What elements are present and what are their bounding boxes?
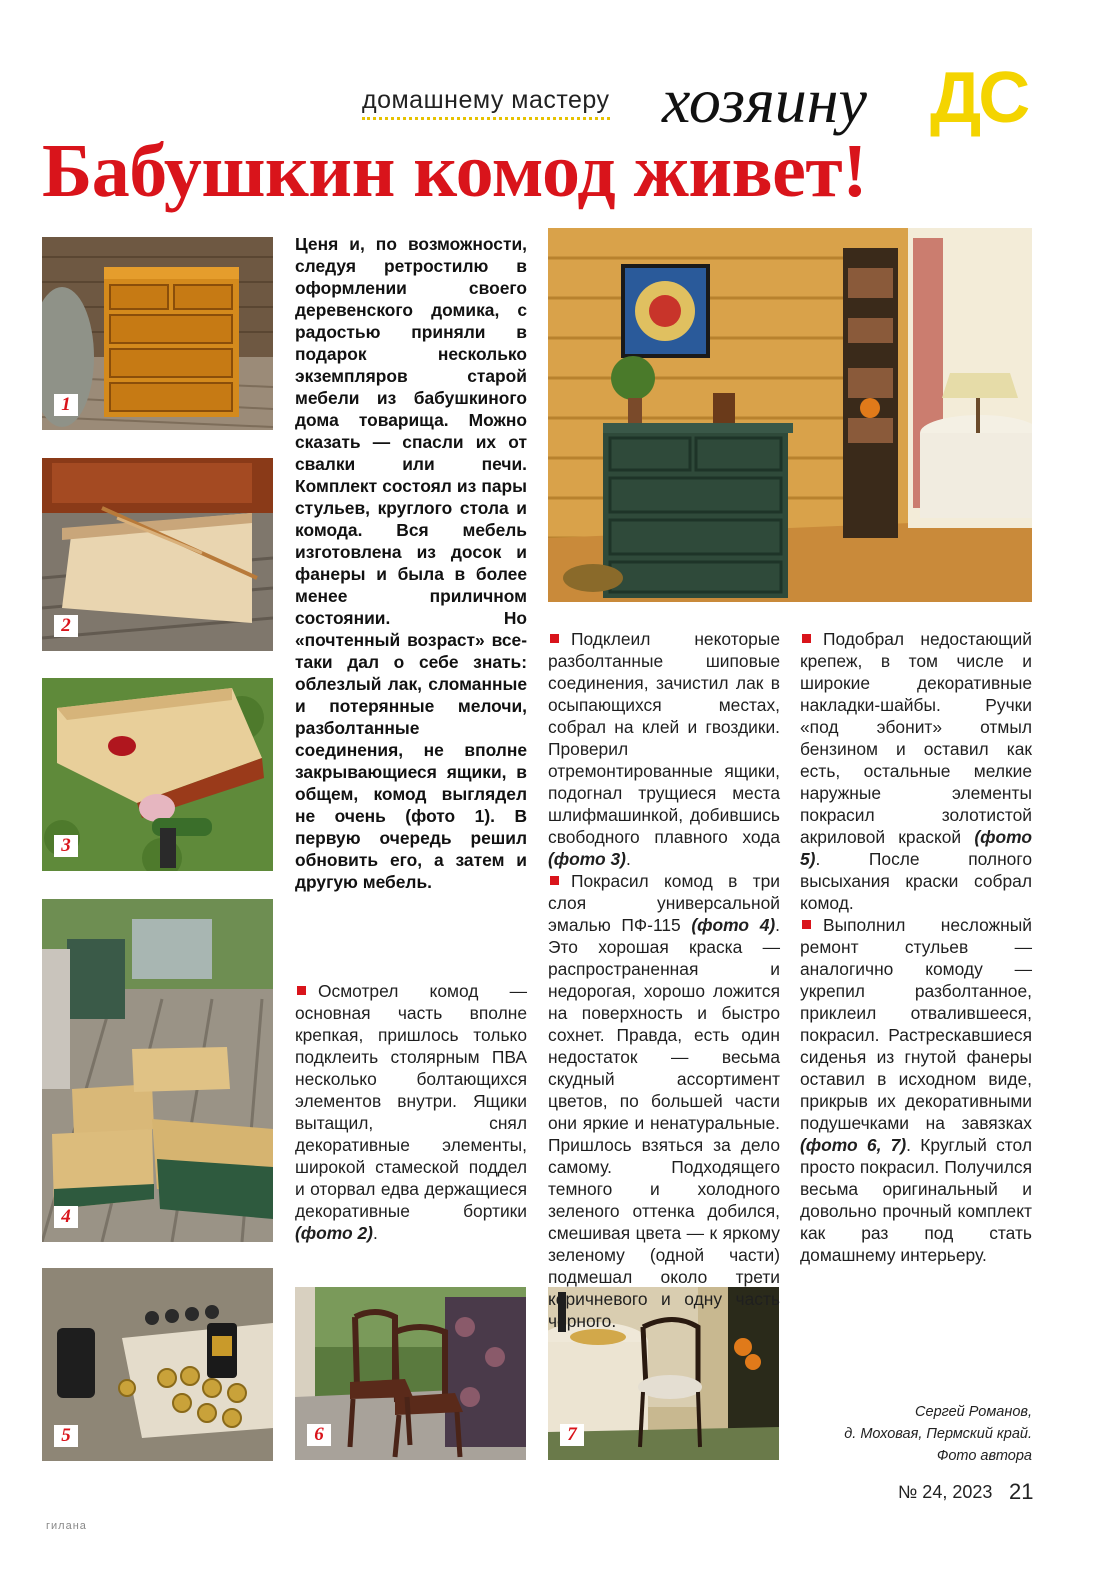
photo-number: 7: [560, 1424, 584, 1446]
photo-2: [42, 458, 273, 651]
photo-1: [42, 237, 273, 430]
author-credits: [800, 1401, 1032, 1467]
photo-4: [42, 899, 273, 1242]
paragraph-4: Подобрал недостающий крепеж, в том числе и широкие декоративные накладки-шайбы. Ручки «под эбонит» отмыл бензином и оставил как есть, остальные мелкие наружные элементы покрасил золотистой акриловой краской (фото 5). После полного высыхания краски собрал комод.: [800, 629, 1032, 913]
text-column-2: [548, 628, 780, 1332]
paragraph-3: Покрасил комод в три слоя универсальной эмалью ПФ-115 (фото 4). Это хорошая краска — распространенная и недорогая, хорошо ложится на поверхность и быстро сохнет. Правда, есть один недостаток — весьма скудный ассортимент цветов, по большей части они яркие и ненатуральные. Пришлось взяться за дело самому. Подходящего темного и холодного зеленого оттенка добился, смешивая цвета — к яркому зеленому (одной части) подмешал около трети коричневого и одну часть черного.: [548, 871, 780, 1331]
photo-number: 3: [54, 835, 78, 857]
paragraph-5: Выполнил несложный ремонт стульев — аналогично комоду — укрепил разболтанное, приклеил отвалившееся, покрасил. Растрескавшиеся сиденья из гнутой фанеры оставил в исходном виде, прикрыв их декоративными подушечками на завязках (фото 6, 7). Круглый стол просто покрасил. Получился весьма оригинальный и довольно прочный комплект как раз под стать домашнему интерьеру.: [800, 915, 1032, 1265]
article-title: Бабушкин комод живет!: [42, 129, 868, 213]
rubric-title: хозяину: [662, 65, 867, 136]
magazine-logo: ДС: [930, 58, 1028, 138]
photo-reference: (фото 6, 7): [800, 1135, 907, 1155]
bullet-square: [297, 986, 306, 995]
photo-credit: Фото автора: [936, 1448, 1032, 1464]
article-lead: Ценя и, по возможности, следуя ретростилю в оформлении своего деревенского домика, с радостью приняли в подарок несколько экземпляров старой мебели из бабушкиного дома товарища. Можно сказать — спасли их от свалки или печи. Комплект состоял из пары стульев, круглого стола и комода. Вся мебель изготовлена из досок и фанеры и была в более менее приличном состоянии. Но «почтенный возраст» все-таки дал о себе знать: облезлый лак, сломанные и потерянные мелочи, разболтанные соединения, не вполне закрывающиеся ящики, в общем, комод выглядел не очень (фото 1). В первую очередь решил обновить его, а затем и другую мебель.: [295, 234, 527, 892]
bullet-square: [802, 634, 811, 643]
main-photo-interior: [548, 228, 1032, 602]
issue-number: № 24, 2023: [898, 1482, 993, 1502]
watermark: гилана: [46, 1520, 87, 1532]
author-name: Сергей Романов,: [915, 1404, 1032, 1420]
author-place: д. Моховая, Пермский край.: [844, 1426, 1032, 1442]
photo-number: 1: [54, 394, 78, 416]
photo-reference: (фото 2): [295, 1223, 373, 1243]
photo-reference: (фото 4): [691, 915, 776, 935]
photo-number: 5: [54, 1425, 78, 1447]
text-column-3: [800, 628, 1032, 1266]
bullet-square: [550, 634, 559, 643]
photo-5: [42, 1268, 273, 1461]
paragraph-1: Осмотрел комод — основная часть вполне крепкая, пришлось только подклеить столярным ПВА несколько болтающихся элементов внутри. Ящики вытащил, снял декоративные элементы, широкой стамеской поддел и оторвал едва держащиеся декоративные бортики (фото 2).: [295, 981, 527, 1243]
photo-3: [42, 678, 273, 871]
photo-6: [295, 1287, 526, 1460]
photo-number: 6: [307, 1424, 331, 1446]
rubric-label: домашнему мастеру: [362, 86, 610, 120]
bullet-square: [550, 876, 559, 885]
page-number: 21: [1009, 1479, 1034, 1504]
text-column-1: [295, 980, 527, 1244]
photo-number: 4: [54, 1206, 78, 1228]
photo-number: 2: [54, 615, 78, 637]
bullet-square: [802, 920, 811, 929]
photo-reference: (фото 3): [548, 849, 626, 869]
paragraph-2: Подклеил некоторые разболтанные шиповые соединения, зачистил лак в осыпающихся местах, собрал на клей и гвоздики. Проверил отремонтированные ящики, подогнал трущиеся места шлифмашинкой, добившись свободного плавного хода (фото 3).: [548, 629, 780, 869]
photo-reference: (фото 5): [800, 827, 1032, 869]
